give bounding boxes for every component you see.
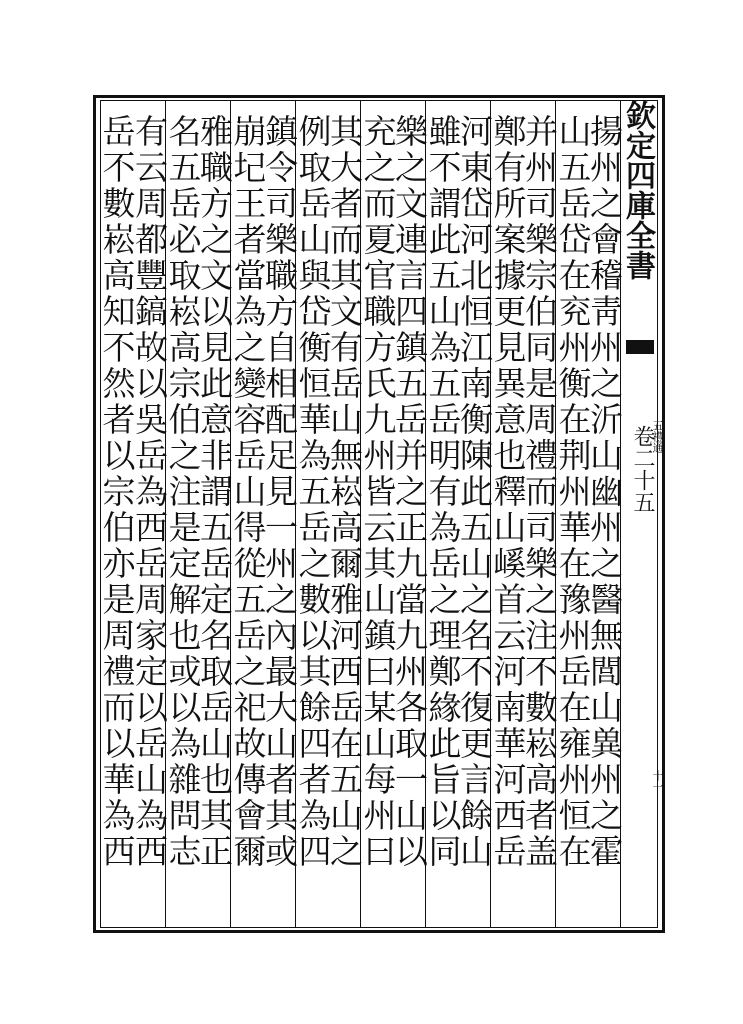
column-text: 雖不謂此五山為五岳明有為岳之理鄭緣此旨以同 [423,114,463,870]
text-column [97,100,137,928]
column-text: 名五岳必取崧高宗伯之注是定解也或以為雜問志 [163,114,203,870]
column-text: 河東岱河北恒江南衡陳此五山之名不復更言餘山 [455,114,494,870]
text-column [358,100,398,928]
column-text: 其大者而其文有岳山無崧高爾雅河西岳在五山之 [325,114,364,870]
text-column [228,100,268,928]
column-text: 崩圮王者當為之變容岳山得從五岳之祀故傳會爾 [228,114,268,870]
column-text: 樂之文連言四鎮五岳并之正九當九州各取一山以 [390,114,429,870]
text-column [293,100,333,928]
text-column [553,100,593,928]
column-text: 例取岳山與岱衡恒華為五岳之數以其餘四者為四 [293,114,333,870]
column-text: 并州司樂宗伯同是周禮而司樂之注不數崧高者盖 [520,114,559,870]
column-text: 有云周都豐鎬故以吳岳為西岳周家定以岳山為西 [130,114,169,870]
text-column [423,100,463,928]
text-body [97,100,624,928]
margin-subtitle: 五禮通 [651,420,664,453]
column-text: 鄭有所案據更見異意也釋山嵠首云河南華河西岳 [488,114,528,870]
column-text: 雅職方之文以見此意非謂五岳定名取岳山也其正 [195,114,234,870]
fish-tail-mark [626,340,654,354]
book-title: 欽定四庫全書 [620,100,655,280]
column-text: 充之而夏官職方氏九州皆云其山鎮曰某山每州曰 [358,114,398,870]
column-text: 山五岳岱在兖州衡在荆州華在豫州岳在雍州恒在 [553,114,593,870]
column-text: 岳不數崧高知不然者以宗伯亦是周禮而以華為西 [97,114,137,870]
text-column [488,100,528,928]
text-column [163,100,203,928]
juan-number: 卷二十五 [630,425,655,513]
column-text: 鎮令司樂職方自相配足見一州之內最大山者其或 [260,114,299,870]
column-text: 揚州之會稽靑州之沂山幽州之醫無閭山兾州之霍 [585,114,624,870]
page-number: 十一 [651,770,664,792]
text-column [130,100,169,928]
